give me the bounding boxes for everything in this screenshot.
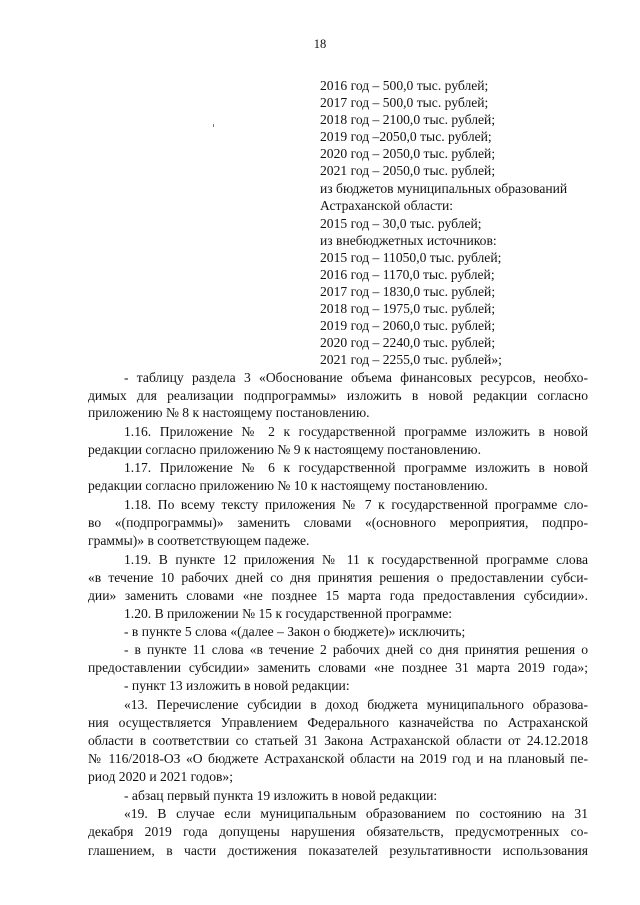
body-line: дии» заменить словами «не позднее 15 марта года предоставления субсидии».	[88, 588, 588, 603]
body-line: «в течение 10 рабочих дней со дня принятия решения о предоставлении субси-	[88, 570, 588, 585]
body-line: декабря 2019 года допущены нарушения обязательств, предусмотренных со-	[88, 824, 588, 839]
body-line: «13. Перечисление субсидии в доход бюджета муниципального образова-	[124, 697, 588, 712]
body-line: граммы)» в соответствующем падеже.	[88, 533, 310, 548]
amount-line: 2017 год – 1830,0 тыс. рублей;	[320, 284, 496, 299]
body-line: приложению № 8 к настоящему постановлению.	[88, 405, 370, 420]
municipal-heading: Астраханской области:	[320, 198, 454, 213]
body-line: ния осуществляется Управлением Федерального казначейства по Астраханской	[88, 715, 588, 730]
amount-line: 2017 год – 500,0 тыс. рублей;	[320, 95, 489, 110]
body-line: глашением, в части достижения показателей результативности использования	[88, 843, 588, 858]
body-line: 1.16. Приложение № 2 к государственной программе изложить в новой	[124, 424, 588, 439]
scan-speck	[213, 124, 214, 127]
amount-line: 2019 год – 2060,0 тыс. рублей;	[320, 318, 496, 333]
amount-line: 2018 год – 1975,0 тыс. рублей;	[320, 301, 496, 316]
body-line: димых для реализации подпрограммы» изложить в новой редакции согласно	[88, 388, 588, 403]
body-line: - таблицу раздела 3 «Обоснование объема финансовых ресурсов, необхо-	[124, 370, 588, 385]
amount-line: 2020 год – 2240,0 тыс. рублей;	[320, 335, 496, 350]
body-line: редакции согласно приложению № 10 к настоящему постановлению.	[88, 478, 488, 493]
amount-line: 2016 год – 1170,0 тыс. рублей;	[320, 267, 495, 282]
body-line: во «(подпрограммы)» заменить словами «(основного мероприятия, подпро-	[88, 515, 588, 530]
amount-line: 2018 год – 2100,0 тыс. рублей;	[320, 112, 496, 127]
body-line: - пункт 13 изложить в новой редакции:	[124, 678, 350, 693]
body-line: риод 2020 и 2021 годов»;	[88, 769, 233, 784]
amount-line: 2019 год –2050,0 тыс. рублей;	[320, 129, 492, 144]
amount-line: 2021 год – 2255,0 тыс. рублей»;	[320, 352, 502, 367]
offbudget-heading: из внебюджетных источников:	[320, 233, 497, 248]
body-line: области в соответствии со статьей 31 Закона Астраханской области от 24.12.2018	[88, 733, 588, 748]
amount-line: 2015 год – 11050,0 тыс. рублей;	[320, 250, 502, 265]
body-line: 1.18. По всему тексту приложения № 7 к государственной программе сло-	[124, 497, 588, 512]
body-line: «19. В случае если муниципальным образованием по состоянию на 31	[124, 806, 588, 821]
municipal-heading: из бюджетов муниципальных образований	[320, 181, 568, 196]
body-line: предоставлении субсидии» заменить словами «не позднее 31 марта 2019 года»;	[88, 660, 588, 675]
body-line: - абзац первый пункта 19 изложить в новой редакции:	[124, 788, 438, 803]
body-line: № 116/2018-ОЗ «О бюджете Астраханской области на 2019 год и на плановый пе-	[88, 751, 588, 766]
body-line: 1.19. В пункте 12 приложения № 11 к государственной программе слова	[124, 552, 588, 567]
body-line: 1.20. В приложении № 15 к государственной программе:	[124, 606, 453, 621]
amount-line: 2015 год – 30,0 тыс. рублей;	[320, 216, 482, 231]
amount-line: 2021 год – 2050,0 тыс. рублей;	[320, 163, 496, 178]
body-line: 1.17. Приложение № 6 к государственной программе изложить в новой	[124, 460, 588, 475]
body-line: - в пункте 11 слова «в течение 2 рабочих дней со дня принятия решения о	[124, 642, 588, 657]
amount-line: 2020 год – 2050,0 тыс. рублей;	[320, 146, 496, 161]
amount-line: 2016 год – 500,0 тыс. рублей;	[320, 78, 489, 93]
body-line: редакции согласно приложению № 9 к настоящему постановлению.	[88, 442, 481, 457]
body-line: - в пункте 5 слова «(далее – Закон о бюджете)» исключить;	[124, 624, 466, 639]
page-number: 18	[313, 37, 327, 51]
